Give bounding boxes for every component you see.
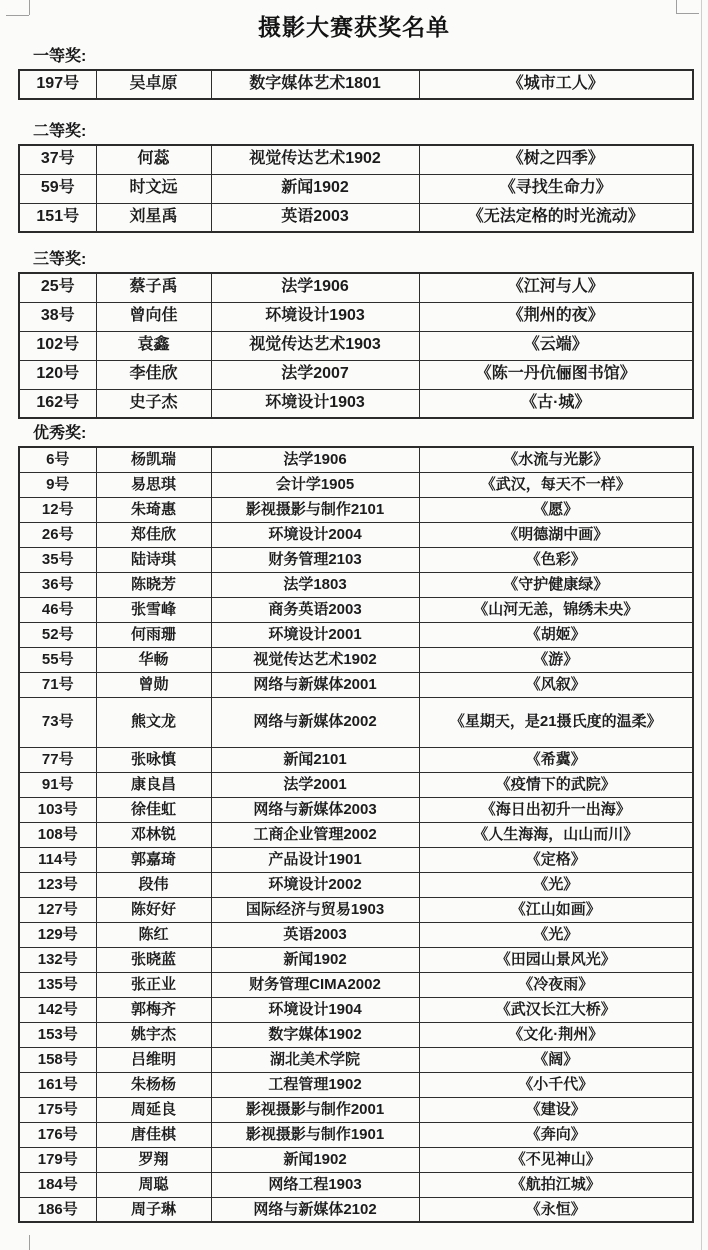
- cell-entry-number: 175号: [19, 1097, 96, 1122]
- cell-class: 新闻2101: [211, 747, 419, 772]
- cell-student-name: 陈晓芳: [96, 572, 211, 597]
- cell-class: 工程管理1902: [211, 1072, 419, 1097]
- section-label: 一等奖:: [33, 48, 87, 65]
- cell-student-name: 陈好好: [96, 897, 211, 922]
- cell-entry-number: 73号: [19, 697, 96, 747]
- cell-class: 视觉传达艺术1903: [211, 331, 419, 360]
- cell-work-title: 《水流与光影》: [419, 447, 693, 472]
- award-section: [0, 250, 708, 419]
- cell-work-title: 《无法定格的时光流动》: [419, 203, 693, 232]
- table-row: [19, 497, 693, 522]
- cell-entry-number: 77号: [19, 747, 96, 772]
- table-row: [19, 145, 693, 174]
- cell-work-title: 《江河与人》: [419, 273, 693, 302]
- cell-work-title: 《色彩》: [419, 547, 693, 572]
- page-title: 摄影大赛获奖名单: [258, 14, 450, 40]
- table-row: [19, 772, 693, 797]
- crop-mark-top-right-vertical: [676, 0, 677, 13]
- cell-entry-number: 142号: [19, 997, 96, 1022]
- cell-student-name: 袁鑫: [96, 331, 211, 360]
- cell-student-name: 徐佳虹: [96, 797, 211, 822]
- table-row: [19, 822, 693, 847]
- cell-work-title: 《田园山景风光》: [419, 947, 693, 972]
- cell-student-name: 蔡子禹: [96, 273, 211, 302]
- cell-work-title: 《冷夜雨》: [419, 972, 693, 997]
- cell-class: 新闻1902: [211, 174, 419, 203]
- cell-entry-number: 123号: [19, 872, 96, 897]
- award-section: [0, 47, 708, 100]
- table-row: [19, 174, 693, 203]
- cell-student-name: 时文远: [96, 174, 211, 203]
- cell-work-title: 《古·城》: [419, 389, 693, 418]
- cell-entry-number: 36号: [19, 572, 96, 597]
- cell-class: 网络与新媒体2002: [211, 697, 419, 747]
- cell-class: 环境设计1903: [211, 302, 419, 331]
- cell-class: 数字媒体艺术1801: [211, 70, 419, 99]
- cell-work-title: 《星期天，是21摄氏度的温柔》: [419, 697, 693, 747]
- cell-entry-number: 12号: [19, 497, 96, 522]
- table-row: [19, 597, 693, 622]
- cell-class: 网络与新媒体2102: [211, 1197, 419, 1222]
- cell-entry-number: 197号: [19, 70, 96, 99]
- table-row: [19, 472, 693, 497]
- cell-class: 财务管理2103: [211, 547, 419, 572]
- cell-entry-number: 114号: [19, 847, 96, 872]
- cell-student-name: 郑佳欣: [96, 522, 211, 547]
- cell-student-name: 张正业: [96, 972, 211, 997]
- table-row: [19, 747, 693, 772]
- crop-mark-bottom-left-vertical: [29, 1235, 30, 1250]
- table-row: [19, 70, 693, 99]
- table-row: [19, 1172, 693, 1197]
- table-row: [19, 697, 693, 747]
- cell-class: 视觉传达艺术1902: [211, 145, 419, 174]
- award-table: [18, 272, 694, 419]
- cell-entry-number: 158号: [19, 1047, 96, 1072]
- cell-entry-number: 59号: [19, 174, 96, 203]
- table-row: [19, 1022, 693, 1047]
- cell-work-title: 《胡姬》: [419, 622, 693, 647]
- cell-entry-number: 135号: [19, 972, 96, 997]
- cell-work-title: 《山河无恙，锦绣未央》: [419, 597, 693, 622]
- table-row: [19, 1097, 693, 1122]
- cell-entry-number: 103号: [19, 797, 96, 822]
- cell-work-title: 《永恒》: [419, 1197, 693, 1222]
- table-row: [19, 647, 693, 672]
- cell-student-name: 周延良: [96, 1097, 211, 1122]
- cell-work-title: 《愿》: [419, 497, 693, 522]
- cell-student-name: 熊文龙: [96, 697, 211, 747]
- cell-entry-number: 26号: [19, 522, 96, 547]
- cell-class: 财务管理CIMA2002: [211, 972, 419, 997]
- cell-student-name: 曾向佳: [96, 302, 211, 331]
- table-row: [19, 547, 693, 572]
- cell-work-title: 《不见神山》: [419, 1147, 693, 1172]
- cell-entry-number: 37号: [19, 145, 96, 174]
- cell-entry-number: 127号: [19, 897, 96, 922]
- cell-student-name: 史子杰: [96, 389, 211, 418]
- cell-student-name: 陆诗琪: [96, 547, 211, 572]
- cell-work-title: 《航拍江城》: [419, 1172, 693, 1197]
- table-row: [19, 1147, 693, 1172]
- cell-student-name: 杨凯瑞: [96, 447, 211, 472]
- cell-class: 湖北美术学院: [211, 1047, 419, 1072]
- cell-student-name: 刘星禹: [96, 203, 211, 232]
- cell-work-title: 《陈一丹伉俪图书馆》: [419, 360, 693, 389]
- cell-student-name: 段伟: [96, 872, 211, 897]
- cell-class: 法学1803: [211, 572, 419, 597]
- cell-class: 环境设计2004: [211, 522, 419, 547]
- table-row: [19, 273, 693, 302]
- table-row: [19, 972, 693, 997]
- cell-entry-number: 129号: [19, 922, 96, 947]
- cell-work-title: 《海日出初升一出海》: [419, 797, 693, 822]
- award-section: [0, 424, 708, 1223]
- cell-work-title: 《疫情下的武院》: [419, 772, 693, 797]
- cell-student-name: 何雨珊: [96, 622, 211, 647]
- cell-class: 环境设计2002: [211, 872, 419, 897]
- cell-student-name: 康良昌: [96, 772, 211, 797]
- cell-class: 新闻1902: [211, 947, 419, 972]
- cell-entry-number: 38号: [19, 302, 96, 331]
- cell-student-name: 张晓蓝: [96, 947, 211, 972]
- cell-student-name: 朱琦惠: [96, 497, 211, 522]
- cell-work-title: 《武汉，每天不一样》: [419, 472, 693, 497]
- cell-class: 网络工程1903: [211, 1172, 419, 1197]
- cell-work-title: 《人生海海，山山而川》: [419, 822, 693, 847]
- cell-work-title: 《守护健康绿》: [419, 572, 693, 597]
- cell-class: 法学2001: [211, 772, 419, 797]
- cell-student-name: 郭梅齐: [96, 997, 211, 1022]
- table-row: [19, 522, 693, 547]
- table-row: [19, 897, 693, 922]
- cell-entry-number: 108号: [19, 822, 96, 847]
- cell-entry-number: 91号: [19, 772, 96, 797]
- cell-work-title: 《武汉长江大桥》: [419, 997, 693, 1022]
- award-table: [18, 144, 694, 233]
- crop-mark-top-left-horizontal: [6, 15, 29, 16]
- cell-work-title: 《光》: [419, 872, 693, 897]
- award-section: [0, 122, 708, 233]
- cell-entry-number: 6号: [19, 447, 96, 472]
- cell-class: 环境设计2001: [211, 622, 419, 647]
- table-row: [19, 302, 693, 331]
- cell-class: 会计学1905: [211, 472, 419, 497]
- cell-entry-number: 71号: [19, 672, 96, 697]
- award-table: [18, 446, 694, 1223]
- cell-class: 法学2007: [211, 360, 419, 389]
- table-row: [19, 447, 693, 472]
- cell-work-title: 《游》: [419, 647, 693, 672]
- cell-work-title: 《明德湖中画》: [419, 522, 693, 547]
- cell-entry-number: 132号: [19, 947, 96, 972]
- cell-entry-number: 9号: [19, 472, 96, 497]
- cell-work-title: 《定格》: [419, 847, 693, 872]
- cell-class: 影视摄影与制作2101: [211, 497, 419, 522]
- table-row: [19, 572, 693, 597]
- cell-entry-number: 35号: [19, 547, 96, 572]
- cell-work-title: 《风叙》: [419, 672, 693, 697]
- cell-student-name: 曾勋: [96, 672, 211, 697]
- cell-work-title: 《树之四季》: [419, 145, 693, 174]
- section-label: 二等奖:: [33, 123, 87, 140]
- cell-entry-number: 46号: [19, 597, 96, 622]
- cell-student-name: 朱杨杨: [96, 1072, 211, 1097]
- cell-student-name: 郭嘉琦: [96, 847, 211, 872]
- table-row: [19, 872, 693, 897]
- cell-class: 工商企业管理2002: [211, 822, 419, 847]
- cell-class: 视觉传达艺术1902: [211, 647, 419, 672]
- cell-student-name: 邓林锐: [96, 822, 211, 847]
- cell-entry-number: 151号: [19, 203, 96, 232]
- cell-student-name: 易思琪: [96, 472, 211, 497]
- cell-work-title: 《小千代》: [419, 1072, 693, 1097]
- cell-work-title: 《建设》: [419, 1097, 693, 1122]
- cell-work-title: 《荆州的夜》: [419, 302, 693, 331]
- cell-work-title: 《奔向》: [419, 1122, 693, 1147]
- cell-class: 英语2003: [211, 203, 419, 232]
- award-sections-container: [0, 47, 708, 1223]
- table-row: [19, 1197, 693, 1222]
- table-row: [19, 389, 693, 418]
- cell-student-name: 张雪峰: [96, 597, 211, 622]
- cell-work-title: 《云端》: [419, 331, 693, 360]
- cell-class: 数字媒体1902: [211, 1022, 419, 1047]
- cell-class: 商务英语2003: [211, 597, 419, 622]
- cell-work-title: 《光》: [419, 922, 693, 947]
- cell-student-name: 唐佳棋: [96, 1122, 211, 1147]
- cell-work-title: 《寻找生命力》: [419, 174, 693, 203]
- section-label: 三等奖:: [33, 251, 87, 268]
- cell-student-name: 张咏慎: [96, 747, 211, 772]
- cell-class: 法学1906: [211, 447, 419, 472]
- table-row: [19, 360, 693, 389]
- table-row: [19, 797, 693, 822]
- table-row: [19, 1122, 693, 1147]
- cell-student-name: 何蕊: [96, 145, 211, 174]
- cell-entry-number: 184号: [19, 1172, 96, 1197]
- cell-class: 英语2003: [211, 922, 419, 947]
- cell-student-name: 周聪: [96, 1172, 211, 1197]
- cell-student-name: 周子琳: [96, 1197, 211, 1222]
- cell-entry-number: 153号: [19, 1022, 96, 1047]
- cell-student-name: 罗翔: [96, 1147, 211, 1172]
- table-row: [19, 672, 693, 697]
- table-row: [19, 1072, 693, 1097]
- cell-class: 网络与新媒体2001: [211, 672, 419, 697]
- table-row: [19, 997, 693, 1022]
- crop-mark-top-right-horizontal: [676, 13, 699, 14]
- table-row: [19, 947, 693, 972]
- cell-class: 国际经济与贸易1903: [211, 897, 419, 922]
- cell-class: 影视摄影与制作1901: [211, 1122, 419, 1147]
- cell-student-name: 华畅: [96, 647, 211, 672]
- table-row: [19, 622, 693, 647]
- table-row: [19, 1047, 693, 1072]
- cell-entry-number: 25号: [19, 273, 96, 302]
- cell-class: 产品设计1901: [211, 847, 419, 872]
- cell-work-title: 《江山如画》: [419, 897, 693, 922]
- cell-entry-number: 179号: [19, 1147, 96, 1172]
- table-row: [19, 203, 693, 232]
- cell-student-name: 吴卓原: [96, 70, 211, 99]
- table-row: [19, 922, 693, 947]
- cell-work-title: 《文化·荆州》: [419, 1022, 693, 1047]
- cell-entry-number: 161号: [19, 1072, 96, 1097]
- cell-work-title: 《希冀》: [419, 747, 693, 772]
- cell-class: 环境设计1903: [211, 389, 419, 418]
- cell-entry-number: 176号: [19, 1122, 96, 1147]
- cell-student-name: 李佳欣: [96, 360, 211, 389]
- cell-student-name: 吕维明: [96, 1047, 211, 1072]
- cell-entry-number: 186号: [19, 1197, 96, 1222]
- cell-entry-number: 162号: [19, 389, 96, 418]
- cell-entry-number: 52号: [19, 622, 96, 647]
- table-row: [19, 847, 693, 872]
- cell-entry-number: 102号: [19, 331, 96, 360]
- crop-mark-top-left-vertical: [29, 0, 30, 15]
- cell-class: 新闻1902: [211, 1147, 419, 1172]
- cell-student-name: 姚宇杰: [96, 1022, 211, 1047]
- award-table: [18, 69, 694, 100]
- cell-class: 法学1906: [211, 273, 419, 302]
- cell-student-name: 陈红: [96, 922, 211, 947]
- cell-class: 影视摄影与制作2001: [211, 1097, 419, 1122]
- cell-entry-number: 55号: [19, 647, 96, 672]
- cell-class: 网络与新媒体2003: [211, 797, 419, 822]
- cell-work-title: 《城市工人》: [419, 70, 693, 99]
- table-row: [19, 331, 693, 360]
- section-label: 优秀奖:: [33, 425, 87, 442]
- cell-class: 环境设计1904: [211, 997, 419, 1022]
- cell-work-title: 《阔》: [419, 1047, 693, 1072]
- cell-entry-number: 120号: [19, 360, 96, 389]
